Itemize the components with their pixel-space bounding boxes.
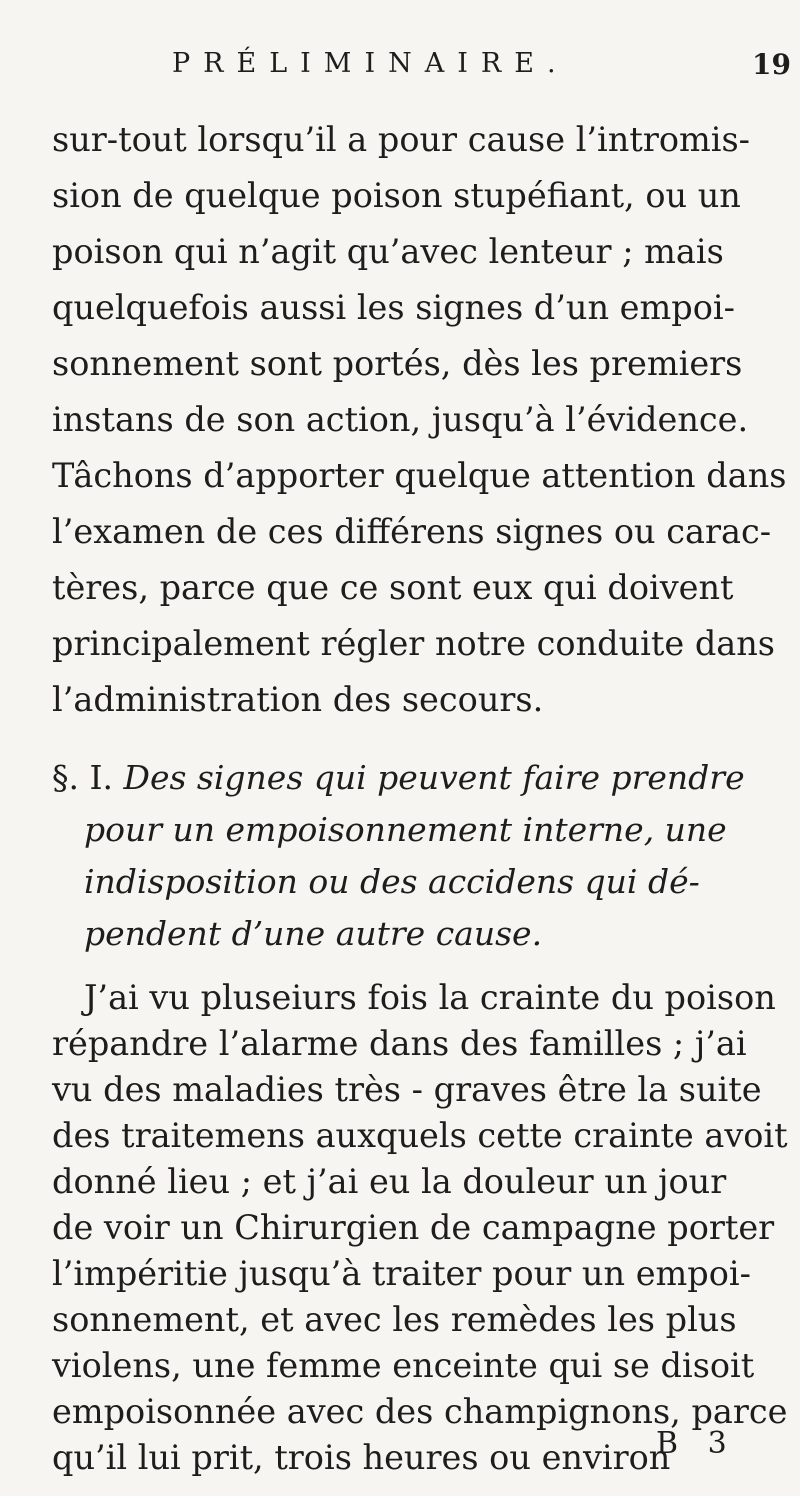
- text-line: qu’il lui prit, trois heures ou environ: [52, 1438, 671, 1477]
- section-label: §. I.: [52, 758, 114, 797]
- text-line: sonnement, et avec les remèdes les plus: [52, 1300, 737, 1339]
- text-line: sion de quelque poison stupéfiant, ou un: [52, 176, 741, 215]
- page-number: 19: [752, 48, 791, 81]
- signature-mark: B 3: [656, 1426, 737, 1461]
- text-line: sonnement sont portés, dès les premiers: [52, 344, 743, 383]
- text-line: quelquefois aussi les signes d’un empoi-: [52, 288, 735, 327]
- running-head: PRÉLIMINAIRE.: [172, 48, 569, 79]
- text-line: poison qui n’agit qu’avec lenteur ; mais: [52, 232, 724, 271]
- text-line: des traitemens auxquels cette crainte avoit: [52, 1116, 788, 1155]
- section-heading-line: pour un empoisonnement interne, une: [84, 810, 727, 849]
- text-line: donné lieu ; et j’ai eu la douleur un jour: [52, 1162, 727, 1201]
- text-line: instans de son action, jusqu’à l’évidence.: [52, 400, 749, 439]
- text-line: de voir un Chirurgien de campagne porter: [52, 1208, 775, 1247]
- text-line: J’ai vu pluseiurs fois la crainte du poison: [84, 978, 776, 1017]
- section-heading-line: indisposition ou des accidens qui dé-: [84, 862, 700, 901]
- text-line: violens, une femme enceinte qui se disoit: [52, 1346, 755, 1385]
- text-line: répandre l’alarme dans des familles ; j’ai: [52, 1024, 747, 1063]
- section-title-text: Des signes qui peuvent faire prendre: [123, 758, 745, 797]
- text-line: Tâchons d’apporter quelque attention dans: [52, 456, 787, 495]
- text-line: vu des maladies très - graves être la suite: [52, 1070, 762, 1109]
- text-line: empoisonnée avec des champignons, parce: [52, 1392, 788, 1431]
- text-line: l’impéritie jusqu’à traiter pour un empoi-: [52, 1254, 751, 1293]
- section-heading-line: [52, 750, 745, 806]
- text-line: tères, parce que ce sont eux qui doivent: [52, 568, 734, 607]
- text-line: sur-tout lorsqu’il a pour cause l’intromis-: [52, 120, 750, 159]
- text-line: l’administration des secours.: [52, 680, 544, 719]
- section-heading-line: pendent d’une autre cause.: [84, 914, 543, 953]
- text-line: principalement régler notre conduite dans: [52, 624, 775, 663]
- text-line: l’examen de ces différens signes ou carac-: [52, 512, 772, 551]
